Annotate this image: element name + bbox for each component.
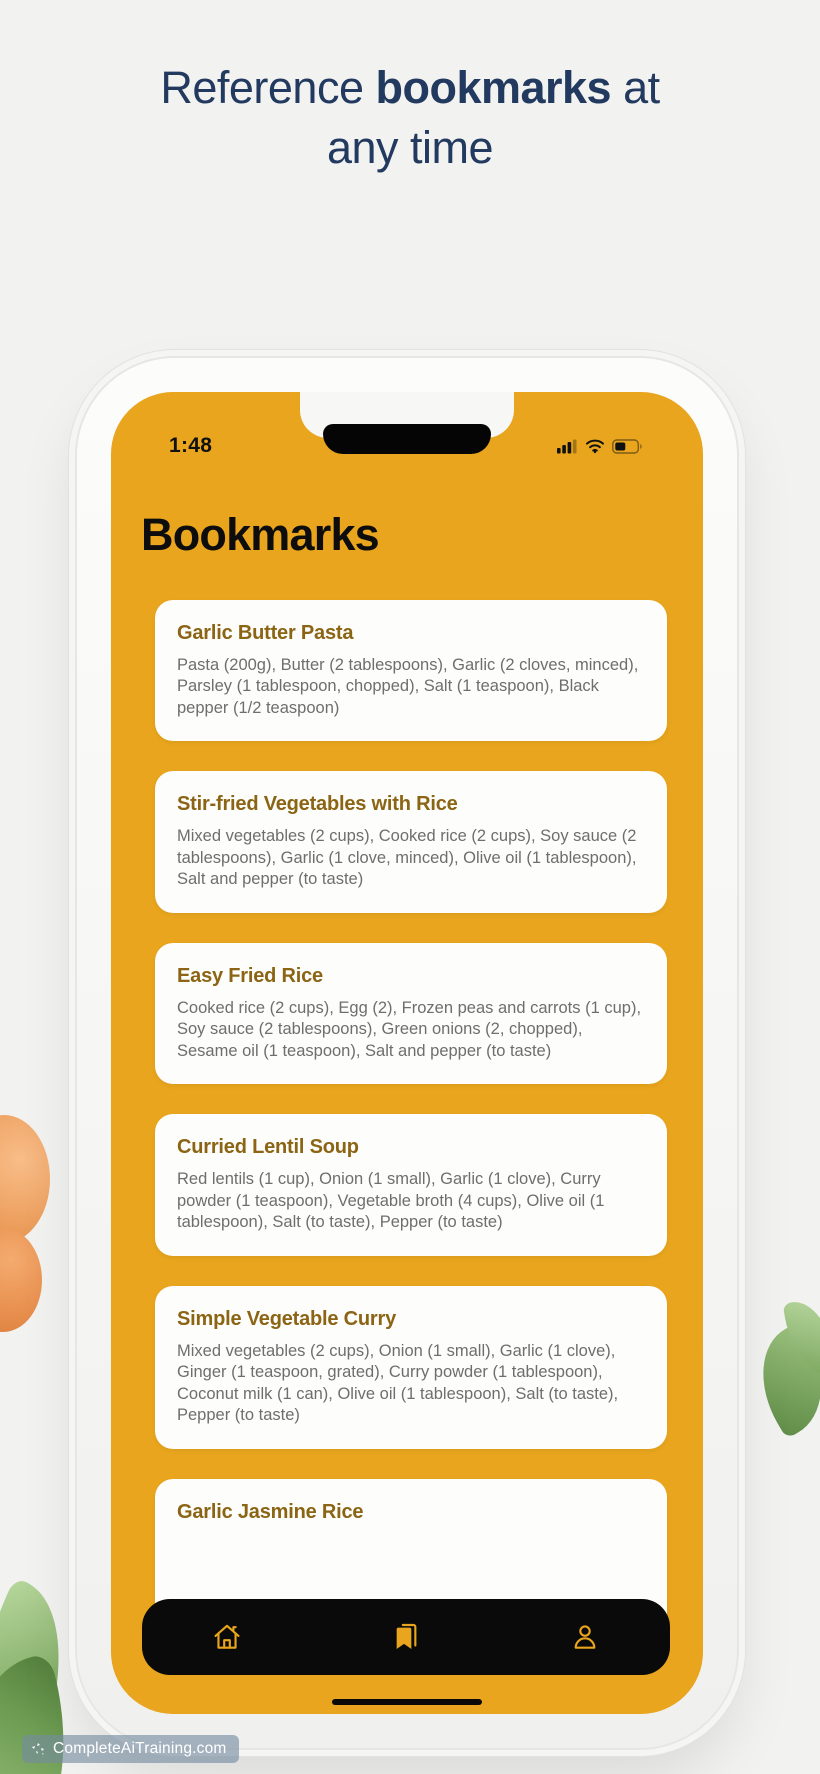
- bookmark-title: Easy Fried Rice: [177, 964, 323, 987]
- bookmark-title: Garlic Butter Pasta: [177, 621, 354, 644]
- page-title: [120, 58, 700, 178]
- bookmark-card[interactable]: [155, 1114, 667, 1256]
- bookmark-ingredients: Mixed vegetables (2 cups), Cooked rice (2 cups), Soy sauce (2 tablespoons), Garlic (1 clove, minced), Olive oil (1 tablespoon), Salt and pepper (to taste): [177, 827, 637, 888]
- phone-mockup: [77, 358, 737, 1748]
- bookmark-card[interactable]: [155, 771, 667, 913]
- bookmark-list: [111, 600, 703, 1643]
- bookmark-ingredients: Mixed vegetables (2 cups), Onion (1 small), Garlic (1 clove), Ginger (1 teaspoon, grated), Curry powder (1 tablespoon), Coconut milk (1 can), Olive oil (1 tablespoon), Salt (to taste), Pepper (to taste): [177, 1341, 619, 1424]
- bookmark-card[interactable]: [155, 600, 667, 742]
- status-time: 1:48: [169, 434, 213, 457]
- wifi-icon: [585, 439, 605, 454]
- bookmark-title: Simple Vegetable Curry: [177, 1307, 397, 1330]
- peach-decoration: [0, 1115, 50, 1243]
- screen-title: Bookmarks: [141, 509, 379, 560]
- bookmark-title: Stir-fried Vegetables with Rice: [177, 793, 458, 815]
- home-indicator[interactable]: [332, 1699, 482, 1705]
- nav-item-profile[interactable]: [568, 1620, 602, 1654]
- page-title-pre: Reference: [160, 62, 376, 113]
- sparkle-logo-icon: [30, 1741, 46, 1757]
- bookmark-icon: [390, 1621, 422, 1653]
- bottom-nav-bar: [142, 1599, 670, 1675]
- watermark-label: CompleteAiTraining.com: [53, 1740, 227, 1757]
- app-screen: [111, 392, 703, 1714]
- status-bar: [111, 432, 703, 460]
- nav-item-bookmarks[interactable]: [389, 1620, 423, 1654]
- bookmark-ingredients: Pasta (200g), Butter (2 tablespoons), Garlic (2 cloves, minced), Parsley (1 tablespoon, chopped), Salt (1 teaspoon), Black pepper (1/2 teaspoon): [177, 655, 639, 717]
- home-icon: [211, 1621, 243, 1653]
- bookmark-title: Garlic Jasmine Rice: [177, 1500, 364, 1523]
- cellular-signal-icon: [557, 439, 578, 454]
- battery-icon: [612, 439, 643, 454]
- nav-item-home[interactable]: [210, 1620, 244, 1654]
- watermark-badge: [22, 1735, 239, 1763]
- page-title-post: at any time: [326, 62, 660, 173]
- profile-icon: [569, 1621, 601, 1653]
- bookmark-ingredients: Cooked rice (2 cups), Egg (2), Frozen peas and carrots (1 cup), Soy sauce (2 tablespoons), Green onions (2, chopped), Sesame oil (1 teaspoon), Salt and pepper (to taste): [177, 998, 642, 1060]
- peach-decoration: [0, 1228, 42, 1332]
- bookmark-card[interactable]: [155, 1286, 667, 1449]
- bookmark-ingredients: Red lentils (1 cup), Onion (1 small), Garlic (1 clove), Curry powder (1 teaspoon), Vegetable broth (4 cups), Olive oil (1 tablespoon), Salt (to taste), Pepper (to taste): [177, 1170, 605, 1231]
- status-icons: [557, 439, 643, 454]
- bookmark-card[interactable]: [155, 943, 667, 1085]
- bookmark-title: Curried Lentil Soup: [177, 1136, 359, 1158]
- page-title-bold: bookmarks: [375, 62, 612, 113]
